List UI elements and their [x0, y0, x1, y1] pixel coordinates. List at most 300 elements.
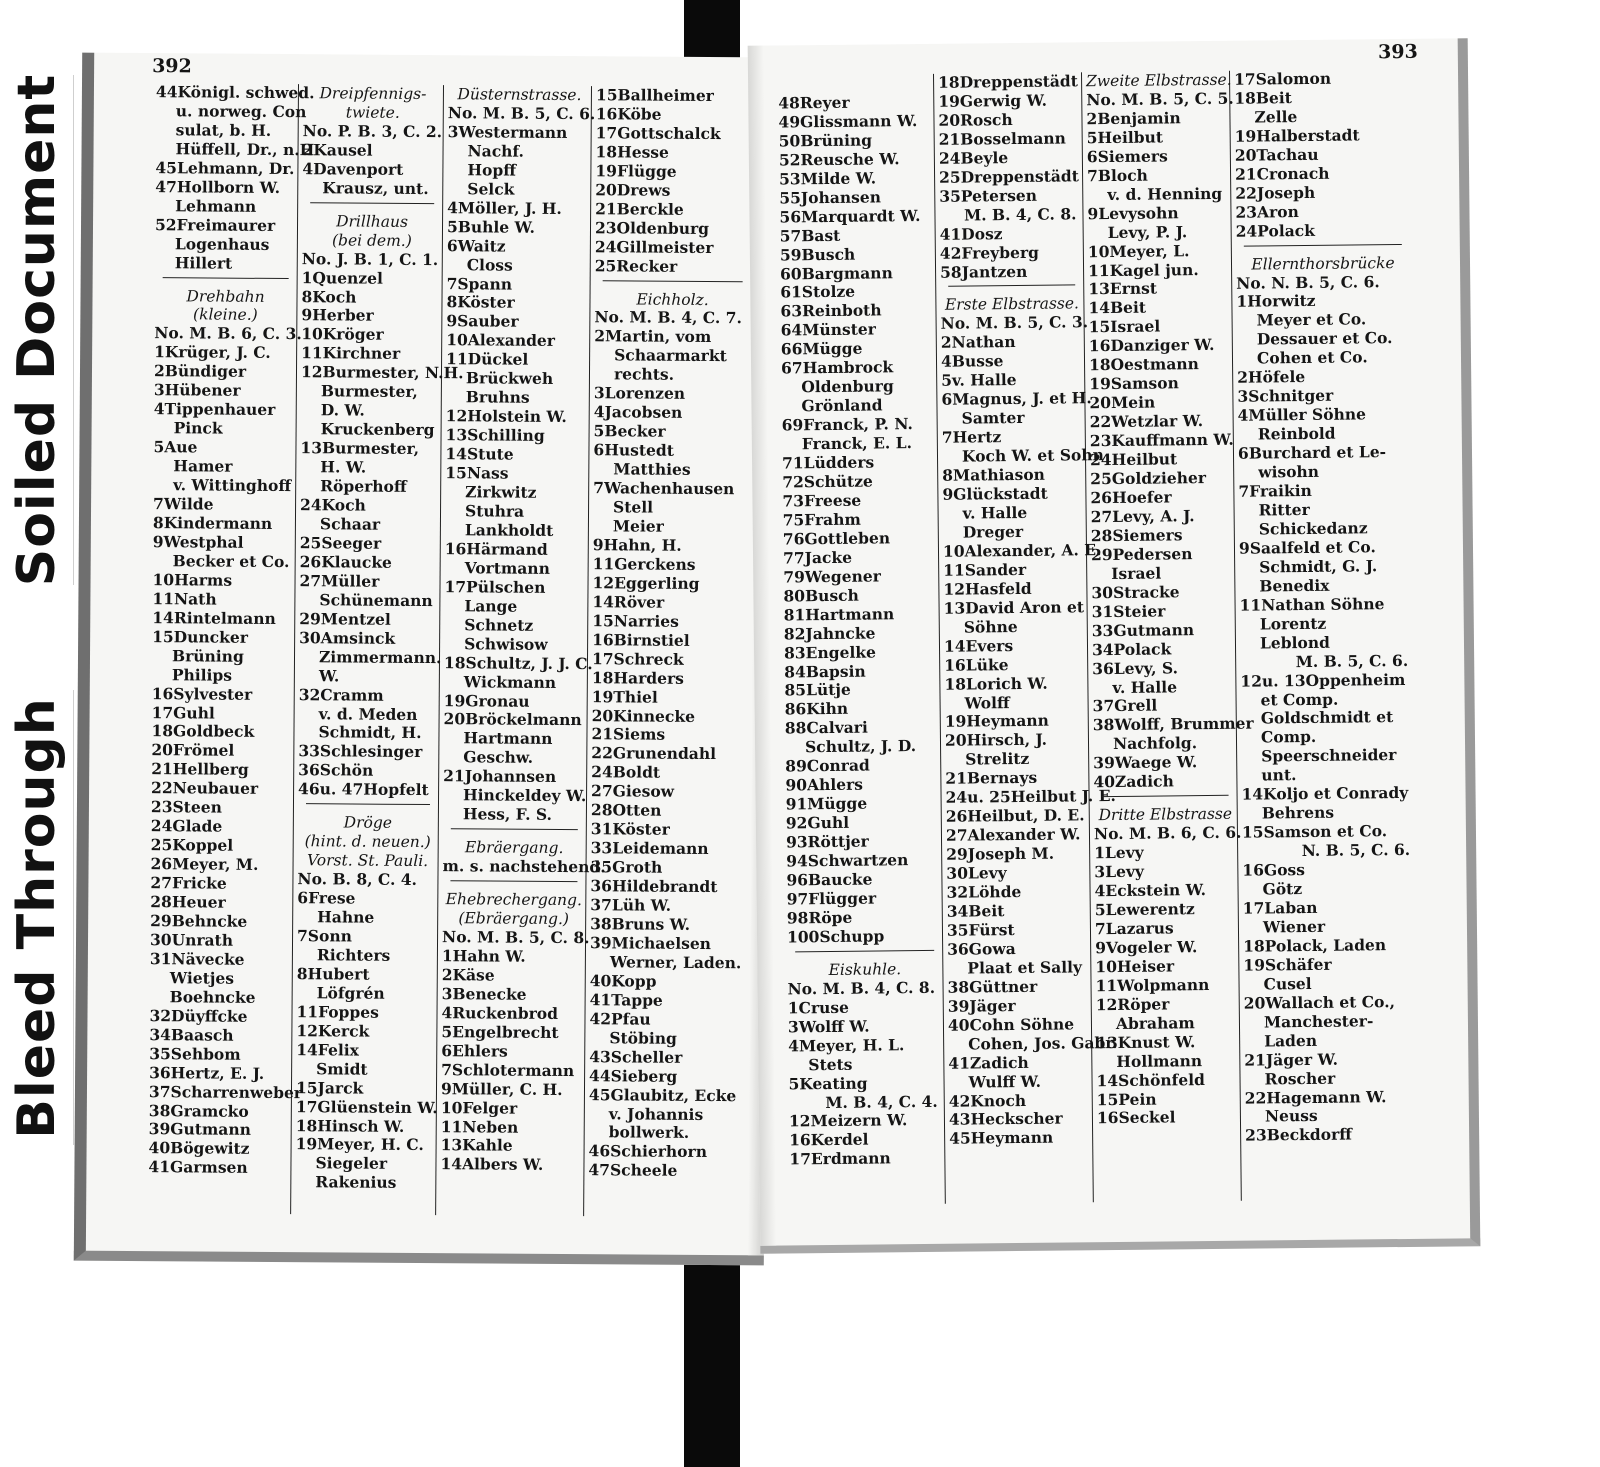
directory-entry: 27Fricke — [150, 873, 227, 893]
directory-entry-continuation: Lankholdt — [464, 520, 554, 540]
directory-entry: 44Königl. schwed. — [155, 82, 315, 103]
directory-entry-continuation: Nachf. — [467, 141, 525, 161]
directory-entry: 4Jacobsen — [593, 402, 683, 423]
directory-entry: 3Levy — [1094, 861, 1145, 882]
directory-entry: 9Sauber — [446, 311, 519, 332]
directory-entry: 29Pedersen — [1090, 544, 1193, 565]
directory-entry: 34Beit — [946, 901, 1005, 921]
directory-entry: 18Beit — [1234, 88, 1292, 108]
directory-entry: No. M. B. 5, C. 5. — [1086, 88, 1234, 110]
directory-entry: 35Petersen — [939, 185, 1038, 206]
directory-entry: 5Buhle W. — [446, 216, 536, 237]
directory-entry: 36Hildebrandt — [590, 876, 718, 897]
directory-entry: 34Baasch — [149, 1024, 234, 1045]
directory-entry: 75Frahm — [782, 509, 861, 530]
directory-entry: 24Boldt — [591, 762, 661, 783]
directory-entry-continuation: Ritter — [1258, 499, 1310, 520]
directory-entry-continuation: Stets — [808, 1054, 853, 1074]
directory-entry: 17Pülschen — [444, 576, 546, 597]
directory-entry: 58Jantzen — [939, 261, 1028, 282]
directory-entry: 32Cramm — [298, 684, 384, 705]
directory-entry: 14Stute — [445, 444, 514, 464]
directory-entry-continuation: v. Wittinghoff — [173, 475, 292, 496]
directory-entry: 15Pein — [1096, 1089, 1157, 1109]
directory-entry: 19Samson — [1089, 373, 1179, 394]
district-reference: M. B. 4, C. 4. — [825, 1091, 938, 1112]
directory-entry: 21Cronach — [1234, 163, 1330, 184]
street-heading: Drillhaus — [336, 212, 409, 231]
directory-entry: 40Cohn Söhne — [947, 1014, 1075, 1035]
directory-entry: 33Leidemann — [590, 838, 709, 859]
directory-entry: 11Kirchner — [301, 343, 401, 364]
directory-entry: 7Lazarus — [1094, 918, 1174, 939]
directory-entry: 16Goss — [1242, 860, 1306, 880]
directory-entry: 28Otten — [590, 800, 662, 820]
directory-entry: 5Aue — [153, 437, 198, 457]
directory-entry: 11Kagel jun. — [1087, 259, 1199, 280]
directory-entry-continuation: Zelle — [1254, 106, 1298, 127]
directory-entry: 24Heilbut — [1089, 449, 1178, 470]
directory-entry: 8Mathiason — [942, 464, 1045, 485]
directory-entry-continuation: Strelitz — [965, 749, 1030, 769]
directory-entry: 15Ballheimer — [595, 85, 714, 106]
directory-entry: 18Hinsch W. — [295, 1115, 405, 1136]
directory-entry-continuation: Werner, Laden. — [609, 952, 742, 973]
directory-entry-continuation: v. d. Meden — [318, 703, 418, 724]
directory-entry: 19Heymann — [944, 711, 1049, 732]
directory-entry: 18Harders — [591, 667, 684, 688]
directory-entry-continuation: Schickedanz — [1258, 518, 1368, 539]
directory-entry-continuation: Zimmermann. — [318, 646, 442, 667]
directory-entry-continuation: Siegeler — [315, 1153, 388, 1174]
directory-entry: 80Busch — [783, 585, 859, 606]
directory-entry-continuation: Söhne — [963, 616, 1018, 637]
directory-entry: 18Hesse — [595, 142, 670, 162]
directory-entry: 7Sonn — [296, 926, 352, 946]
street-heading: (Ebräergang.) — [458, 909, 570, 929]
directory-entry-continuation: v. Halle — [962, 502, 1028, 523]
directory-entry: 1Hahn W. — [441, 946, 526, 966]
directory-entry: 6Siemers — [1086, 146, 1168, 167]
directory-entry: 36Hertz, E. J. — [149, 1062, 265, 1083]
directory-entry: 13Schilling — [445, 425, 545, 446]
directory-entry: 25Goldzieher — [1090, 468, 1207, 489]
directory-entry-continuation: sulat, b. H. — [175, 120, 272, 140]
directory-entry: 11Wolpmann — [1095, 974, 1210, 996]
directory-entry-continuation: Philips — [171, 664, 233, 685]
directory-entry: 20Kinnecke — [591, 705, 696, 726]
directory-entry: 39Jäger — [947, 995, 1016, 1016]
directory-column — [1082, 70, 1254, 1202]
directory-entry: 56Marquardt W. — [779, 205, 921, 227]
directory-entry: 4Ruckenbrod — [441, 1002, 559, 1023]
directory-entry: 24Koch — [300, 495, 366, 515]
directory-entry-continuation: bollwerk. — [608, 1122, 690, 1143]
directory-entry: 38Wolff, Brummer — [1092, 713, 1254, 735]
directory-entry-continuation: Götz — [1262, 879, 1303, 899]
directory-entry: 21Siems — [591, 724, 666, 745]
directory-entry-continuation: Zirkwitz — [465, 482, 537, 502]
directory-entry: 15Jarck — [295, 1077, 364, 1098]
directory-entry: 17Schreck — [591, 648, 684, 669]
directory-entry-continuation: Plaat et Sally — [967, 957, 1083, 978]
directory-entry-continuation: Selck — [467, 179, 515, 199]
directory-entry-continuation: Schaar — [319, 514, 381, 534]
directory-entry: 41Tappe — [589, 989, 663, 1010]
directory-entry-continuation: Goldschmidt et — [1260, 707, 1394, 728]
directory-entry: 31Nävecke — [149, 948, 245, 969]
directory-entry: 17Gottschalck — [595, 123, 721, 143]
directory-entry: 30Stracke — [1091, 582, 1180, 602]
directory-entry-continuation: Dessauer et Co. — [1256, 328, 1393, 349]
directory-entry: 3Westermann — [447, 122, 568, 142]
directory-entry: 21Johannsen — [443, 766, 557, 787]
directory-entry: 12Eggerling — [592, 573, 700, 593]
left-page — [74, 53, 772, 1266]
directory-entry: 16Seckel — [1096, 1107, 1176, 1128]
directory-entry: 45Glaubitz, Ecke — [588, 1084, 737, 1105]
directory-entry: 26Klaucke — [299, 552, 393, 572]
directory-entry-continuation: et Comp. — [1260, 689, 1339, 709]
directory-entry-continuation: unt. — [1261, 765, 1297, 785]
directory-entry: 14Albers W. — [440, 1154, 544, 1175]
directory-entry: 6Ehlers — [441, 1040, 508, 1061]
directory-entry: 17Guhl — [151, 702, 215, 723]
soiled-document-label: Soiled Document — [6, 73, 67, 587]
directory-entry: 40Kopp — [589, 971, 657, 991]
directory-entry-continuation: Matthies — [613, 459, 691, 479]
directory-entry-continuation: Wolff — [964, 692, 1010, 713]
directory-entry: 10Meyer, L. — [1087, 240, 1190, 261]
directory-entry-continuation: Schmidt, G. J. — [1259, 556, 1378, 577]
directory-entry-continuation: Kruckenberg — [320, 419, 435, 440]
directory-entry: 20Hirsch, J. — [944, 730, 1048, 751]
directory-entry: 42Knoch — [948, 1090, 1027, 1111]
directory-entry-continuation: Hahne — [317, 907, 375, 927]
directory-entry: 1Quenzel — [301, 267, 383, 288]
directory-entry: 1Krüger, J. C. — [154, 342, 271, 363]
directory-entry: 3Lorenzen — [593, 383, 686, 404]
directory-entry-continuation: Brüning — [171, 645, 244, 666]
directory-entry-continuation: Hamer — [173, 456, 233, 476]
directory-entry: 19Thiel — [591, 686, 658, 707]
directory-entry: 8Kindermann — [152, 513, 273, 533]
directory-entry-continuation: Schnetz — [464, 614, 534, 635]
directory-entry-continuation: Pinck — [173, 418, 223, 438]
directory-entry: 25Dreppenstädt — [938, 166, 1079, 187]
directory-entry: 27Alexander W. — [945, 824, 1081, 845]
street-heading: Dröge — [343, 813, 393, 833]
directory-entry-continuation: Meier — [612, 516, 664, 536]
directory-entry: 16Lüke — [944, 654, 1009, 675]
directory-entry: 26Meyer, M. — [150, 854, 259, 874]
directory-entry-continuation: Nachfolg. — [1112, 733, 1198, 754]
directory-entry: 28Siemers — [1090, 525, 1183, 546]
directory-entry: 16Kerdel — [789, 1130, 869, 1150]
directory-entry: 18Schultz, J. J. C. — [443, 652, 593, 673]
directory-entry-continuation: D. W. — [320, 400, 365, 420]
directory-entry: 73Freese — [782, 490, 862, 511]
directory-entry: 3Hübener — [153, 380, 241, 401]
directory-entry: 10Felger — [440, 1097, 518, 1118]
directory-entry: 67Hambrock — [780, 357, 894, 378]
directory-entry-continuation: Schaarmarkt — [614, 345, 727, 366]
directory-entry-continuation: Benedix — [1259, 575, 1330, 596]
directory-entry: 19Halberstadt — [1234, 125, 1360, 146]
directory-entry-continuation: Samter — [961, 408, 1025, 428]
directory-entry: 20Bröckelmann — [443, 709, 582, 730]
directory-entry-continuation: Hüffell, Dr., n.H — [175, 139, 315, 160]
directory-entry: 8Koch — [301, 286, 357, 307]
directory-entry: 25Seeger — [299, 533, 382, 553]
directory-entry: 12Hasfeld — [943, 578, 1032, 599]
directory-entry: 13Burmester, — [300, 438, 420, 459]
directory-entry: 2Kausel — [302, 140, 373, 160]
directory-entry: 16Danziger W. — [1088, 335, 1215, 356]
directory-entry: 6Hustedt — [593, 440, 674, 460]
directory-entry: 11Nath — [152, 588, 217, 609]
directory-entry: 41Zadich — [948, 1052, 1029, 1073]
directory-entry: 7Fraikin — [1238, 480, 1312, 501]
directory-entry: 17Laban — [1242, 897, 1318, 918]
page-number: 393 — [1378, 40, 1418, 64]
directory-entry: 9Westphal — [152, 532, 244, 552]
directory-entry: 39Gutmann — [148, 1119, 251, 1140]
directory-entry-continuation: v. Halle — [1112, 676, 1178, 697]
directory-entry: 7Bloch — [1086, 165, 1148, 186]
directory-entry: 21Hellberg — [151, 759, 249, 780]
directory-entry: 10Alexander — [446, 330, 556, 351]
directory-entry: 13Ernst — [1088, 279, 1158, 299]
directory-entry: 18Lorich W. — [944, 673, 1048, 694]
directory-entry: 10Kröger — [301, 324, 384, 345]
directory-entry: 11Dückel — [446, 349, 529, 370]
directory-entry: 22Joseph — [1235, 182, 1316, 203]
directory-entry: 46u. 47Hopfelt — [298, 779, 429, 800]
directory-entry: 86Kihn — [784, 699, 849, 719]
directory-entry: 23Kauffmann W. — [1089, 429, 1234, 451]
directory-entry: 2Bündiger — [153, 361, 247, 382]
directory-entry: 15Samson et Co. — [1241, 821, 1388, 842]
directory-entry-continuation: Stöbing — [609, 1028, 677, 1048]
directory-entry-continuation: Wiener — [1262, 916, 1326, 937]
directory-entry: 61Stolze — [780, 282, 856, 302]
directory-entry: 2Martin, vom — [594, 326, 712, 347]
street-heading: (bei dem.) — [331, 231, 412, 250]
directory-entry: 28Heuer — [150, 892, 226, 912]
directory-entry: 6Waitz — [446, 235, 506, 256]
directory-entry-continuation: v. Johannis — [608, 1103, 704, 1124]
directory-entry: 38Güttner — [947, 976, 1038, 997]
directory-entry-continuation: Schmidt, H. — [318, 722, 422, 743]
directory-entry: 13Kahle — [440, 1135, 513, 1156]
directory-entry: 15Israel — [1088, 316, 1161, 337]
directory-entry-continuation: Röperhoff — [320, 476, 407, 496]
directory-entry: 45Lehmann, Dr. — [155, 157, 295, 178]
directory-entry: 19Flügge — [595, 161, 677, 181]
directory-column — [436, 85, 606, 1216]
directory-entry: 20Wallach et Co., — [1243, 991, 1396, 1013]
directory-entry: 27Müller — [299, 570, 380, 591]
directory-entry-continuation: Israel — [1111, 563, 1162, 583]
directory-entry: 14Rintelmann — [152, 607, 276, 628]
directory-entry: 14Koljo et Conrady — [1241, 783, 1409, 804]
directory-entry: 4Busse — [940, 351, 1004, 372]
directory-entry: 37Grell — [1092, 696, 1158, 716]
directory-entry: 5Becker — [593, 421, 666, 441]
directory-entry: 3Schnitger — [1237, 385, 1334, 406]
directory-entry: 14Felix — [296, 1039, 359, 1060]
street-heading: Dritte Elbstrasse — [1098, 804, 1233, 825]
directory-entry: 17Erdmann — [789, 1148, 891, 1169]
directory-entry-continuation: Roscher — [1264, 1068, 1336, 1089]
directory-entry: 55Johansen — [779, 187, 882, 208]
directory-entry: 1Cruse — [787, 997, 850, 1018]
directory-entry-continuation: Leblond — [1259, 632, 1331, 653]
street-heading: Vorst. St. Pauli. — [306, 851, 429, 871]
directory-entry-continuation: Schultz, J. D. — [804, 736, 917, 757]
directory-entry: 37Scharrenweber — [148, 1081, 303, 1102]
street-heading: Düsternstrasse. — [457, 85, 582, 105]
directory-entry: 26Heilbut, D. E. — [945, 805, 1085, 826]
directory-entry: 7Hertz — [941, 427, 1002, 447]
directory-entry: 18Goldbeck — [151, 721, 255, 742]
directory-entry-continuation: wisohn — [1258, 461, 1320, 482]
directory-entry: 88Calvari — [784, 717, 868, 738]
directory-entry-continuation: Cohen et Co. — [1256, 347, 1368, 368]
directory-entry: 10Heiser — [1095, 956, 1175, 977]
directory-entry: 4Müller Söhne — [1237, 404, 1367, 425]
directory-entry: 57Bast — [779, 225, 841, 246]
directory-entry: 10Alexander, A. E. — [942, 540, 1102, 561]
directory-entry: 2Benjamin — [1086, 108, 1181, 129]
directory-entry: 12Holstein W. — [445, 406, 567, 427]
directory-entry: 31Steier — [1091, 601, 1166, 621]
directory-entry: 11Nathan Söhne — [1239, 593, 1385, 615]
directory-entry: No. M. B. 4, C. 8. — [787, 977, 936, 999]
directory-entry-continuation: Lange — [464, 596, 518, 616]
directory-entry: 2Käse — [441, 965, 495, 985]
directory-entry: 44Sieberg — [589, 1065, 678, 1086]
directory-entry: 24u. 25Heilbut J. E. — [945, 786, 1116, 808]
directory-entry: 4Meyer, H. L. — [788, 1034, 905, 1056]
directory-entry-continuation: Cohen, Jos. Gabr. — [968, 1032, 1118, 1054]
directory-entry: No. M. B. 6, C. 3. — [154, 323, 302, 344]
directory-entry: 64Münster — [780, 319, 876, 340]
directory-entry: 16Sylvester — [151, 683, 253, 704]
directory-entry-continuation: Richters — [316, 945, 391, 965]
directory-entry: 3Wolff W. — [787, 1016, 870, 1037]
directory-entry: 4Davenport — [302, 158, 404, 179]
directory-entry: 22Wetzlar W. — [1089, 411, 1204, 432]
directory-entry: 41Garmsen — [148, 1157, 248, 1178]
directory-entry: 9Saalfeld et Co. — [1238, 537, 1376, 558]
directory-column — [291, 84, 464, 1215]
directory-entry: 63Reinboth — [780, 300, 882, 321]
directory-entry: 14Evers — [943, 635, 1014, 656]
directory-entry-continuation: Meyer et Co. — [1256, 309, 1367, 330]
directory-entry: 27Giesow — [591, 781, 675, 802]
directory-entry: 98Röpe — [786, 907, 853, 928]
directory-entry-continuation: Wickmann — [463, 671, 557, 692]
district-reference: M. B. 5, C. 6. — [1295, 650, 1409, 671]
directory-entry: 100Schupp — [786, 926, 885, 947]
directory-entry-continuation: Hillert — [174, 252, 233, 273]
directory-entry-continuation: Stuhra — [464, 501, 525, 521]
directory-entry: 35Fürst — [946, 919, 1015, 940]
directory-entry: 84Bapsin — [784, 661, 866, 681]
directory-entry: 27Levy, A. J. — [1090, 506, 1195, 527]
directory-entry: 5v. Halle — [941, 370, 1017, 391]
directory-entry: 19Meyer, H. C. — [295, 1134, 424, 1155]
directory-entry-continuation: Vortmann — [464, 558, 550, 578]
directory-entry: 34Polack — [1091, 638, 1172, 659]
directory-entry: 94Schwartzen — [786, 850, 909, 871]
directory-entry-continuation: Schünemann — [319, 590, 433, 610]
directory-entry: 40Zadich — [1093, 771, 1174, 792]
directory-entry: 4Tippenhauer — [153, 399, 276, 420]
directory-entry: 9Herber — [301, 305, 374, 326]
directory-entry: m. s. nachstehend. — [442, 856, 606, 877]
directory-entry: 16Köbe — [595, 104, 662, 124]
directory-entry: 14Röver — [592, 591, 665, 612]
directory-entry-continuation: Neuss — [1264, 1106, 1318, 1126]
directory-entry-continuation: Rakenius — [315, 1172, 397, 1193]
directory-entry: 21Berckle — [595, 198, 684, 219]
bleed-through-stamp — [0, 690, 74, 1145]
directory-entry: 24Gillmeister — [594, 236, 714, 257]
directory-entry: 76Gottleben — [782, 528, 891, 549]
street-heading: Erste Elbstrasse. — [944, 294, 1080, 315]
street-heading: (hint. d. neuen.) — [304, 832, 431, 852]
directory-entry: 14Schönfeld — [1096, 1069, 1205, 1090]
street-heading: Drehbahn — [186, 286, 265, 306]
directory-entry: 12Röper — [1095, 994, 1170, 1014]
directory-entry: 43Heckscher — [948, 1109, 1063, 1130]
directory-entry: 25Recker — [594, 255, 678, 276]
directory-entry: No. M. B. 5, C. 3. — [940, 312, 1089, 334]
directory-entry: 4Möller, J. H. — [447, 197, 562, 218]
directory-entry: 21Bernays — [945, 768, 1038, 789]
directory-entry: 15Duncker — [152, 626, 248, 647]
directory-entry-continuation: Schwisow — [464, 633, 548, 654]
directory-entry: 24Glade — [150, 816, 223, 836]
directory-entry: 4Eckstein W. — [1094, 880, 1207, 901]
directory-entry: 1Horwitz — [1236, 291, 1316, 312]
directory-entry: 66Mügge — [780, 338, 863, 359]
directory-entry: 35Sehbom — [149, 1043, 241, 1064]
directory-entry: 90Ahlers — [785, 774, 864, 795]
directory-entry: 10Harms — [152, 569, 233, 590]
directory-entry-continuation: Brückweh — [465, 368, 554, 389]
directory-entry: 7Wachenhausen — [593, 478, 735, 499]
directory-entry: 17Salomon — [1233, 68, 1332, 89]
directory-entry: 81Hartmann — [783, 603, 895, 625]
directory-entry: 23Oldenburg — [594, 217, 710, 238]
directory-entry: 7Spann — [446, 273, 513, 294]
directory-entry: 48Reyer — [778, 92, 850, 113]
directory-entry: 41Dosz — [939, 223, 1003, 244]
directory-entry: 14Beit — [1088, 298, 1147, 318]
directory-entry: 39Michaelsen — [589, 933, 712, 953]
directory-column — [1230, 69, 1420, 1201]
directory-entry: 30Levy — [946, 863, 1007, 883]
directory-entry: 59Busch — [779, 244, 856, 265]
directory-entry: 71Lüdders — [781, 452, 875, 473]
directory-entry: 85Lütje — [784, 680, 851, 700]
directory-entry: 15Narries — [592, 610, 679, 631]
directory-entry: 43Scheller — [589, 1046, 683, 1067]
